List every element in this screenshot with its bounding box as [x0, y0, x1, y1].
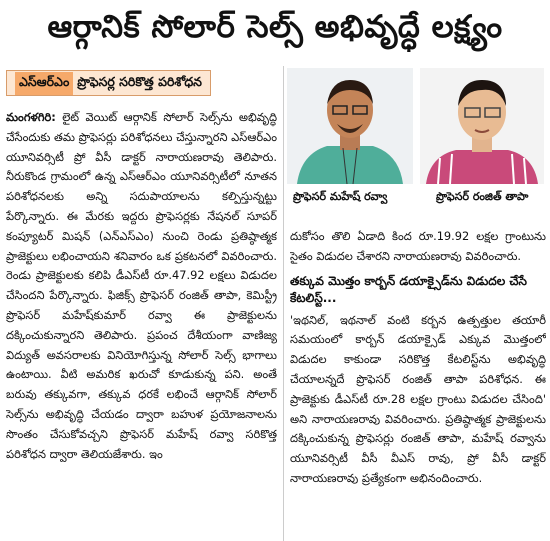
- caption-professor-mahesh: ప్రొఫెసర్ మహేష్ రవ్వా: [293, 190, 388, 203]
- left-paragraph: లైట్ వెయిట్ ఆర్గానిక్ సోలార్ సెల్స్‌ను అభివృద్ధి చేసేందుకు తమ ప్రొఫెసర్లు పరిశోధనలు చేస్తున్నారని ఎస్ఆర్ఎం యూనివర్సిటీ ప్రో వీసీ డాక్టర్ నారాయణరావు తెలిపారు. నీరుకొండ గ్రామంలో ఉన్న ఎస్ఆర్ఎం యూనివర్సిటీలో నూతన పరిశోధనలకు అన్ని సదుపాయాలను కల్పిస్తున్నట్టు పేర్కొన్నారు. ఈ మేరకు ఇద్దరు ప్రొఫెసర్లకు నేషనల్ సూపర్ కంప్యూటర్ మిషన్ (ఎన్ఎస్ఎం) నుంచి రెండు ప్రతిష్ఠాత్మక ప్రాజెక్టులు లభించాయని శనివారం ఒక ప్రకటనలో వివరించారు. రెండు ప్రాజెక్టులకు కలిపి డీఎస్‌టీ రూ.47.92 లక్షలు విడుదల చేసిందని పేర్కొన్నారు. ఫిజిక్స్ ప్రొఫెసర్ రంజిత్ తాపా, కెమిస్ట్రీ ప్రొఫెసర్ మహేష్‌కుమార్ రవ్వా ఈ ప్రాజెక్టులను దక్కించుకున్నారని తెలిపారు. ప్రపంచ దేశీయంగా వాణిజ్య విద్యుత్ అవసరాలకు వినియోగిస్తున్న సోలార్ సెల్స్ భాగాలు ఉంటాయి. వీటి అమరిక ఖరుచో కూడుకున్న పని. అంతే బరువు తక్కువగా, తక్కువ ధరకే లభించే ఆర్గానిక్ సోలార్ సెల్స్‌ను అభివృద్ధి చేయడం ద్వారా బహుళ ప్రయోజనాలను సొంతం చేసుకోవచ్చని ప్రొఫెసర్ మహేష్ రవ్వా సరికొత్త పరిశోధన ద్వారా తెలియజేశారు. ఇం: [6, 110, 277, 461]
- portrait-mahesh: [287, 68, 413, 184]
- right-paragraph-1: దుకోసం తొలి ఏడాది కింద రూ.19.92 లక్షల గ్రాంటును సైతం విడుదల చేశారని నారాయణరావు వివరించారు.: [290, 229, 546, 263]
- portrait-ranjit: [420, 68, 544, 184]
- subheading: తక్కువ మొత్తం కార్బన్ డయాక్సైడ్‌ను విడుదల చేసే కేటలిస్ట్...: [290, 273, 527, 305]
- kicker-strap: [6, 70, 211, 96]
- dateline: మంగళగిరి:: [6, 110, 56, 124]
- photo-professor-ranjit: [420, 68, 544, 184]
- right-paragraph-2: 'ఇథనిల్, ఇథనాల్ వంటి కర్బన ఉత్పత్తుల తయారీ సమయంలో కార్బన్ డయాక్సైడ్ ఎక్కువ మొత్తంలో విడుదల కాకుండా సరికొత్త కేటలిస్ట్‌ను అభివృద్ధి చేయాలన్నదే ప్రొఫెసర్ రంజిత్ తాపా పరిశోధన. ఈ ప్రాజెక్టుకు డీఎస్‌టీ రూ.28 లక్షల గ్రాంటు విడుదల చేసింది' అని నారాయణరావు వివరించారు. ప్రతిష్ఠాత్మక ప్రాజెక్టులను దక్కించుకున్న ప్రొఫెసర్లు రంజిత్ తాపా, మహేష్ రవ్వాను యూనివర్సిటీ వీసీ వీఎస్ రావు, ప్రో వీసీ డాక్టర్ నారాయణరావు ప్రత్యేకంగా అభినందించారు.: [290, 312, 546, 485]
- kicker-highlight: ఎస్ఆర్ఎం: [15, 72, 73, 95]
- right-column: [290, 227, 546, 541]
- photo-professor-mahesh: [287, 68, 413, 184]
- article-body-left: [6, 108, 277, 464]
- left-column: [6, 108, 277, 541]
- kicker-text: ప్రొఫెసర్ల సరికొత్త పరిశోధన: [77, 73, 202, 89]
- caption-professor-ranjit: ప్రొఫెసర్ రంజిత్ తాపా: [436, 190, 529, 203]
- column-divider: [283, 66, 284, 541]
- headline: ఆర్గానిక్ సోలార్ సెల్స్ అభివృద్ధే లక్ష్యం: [47, 8, 503, 45]
